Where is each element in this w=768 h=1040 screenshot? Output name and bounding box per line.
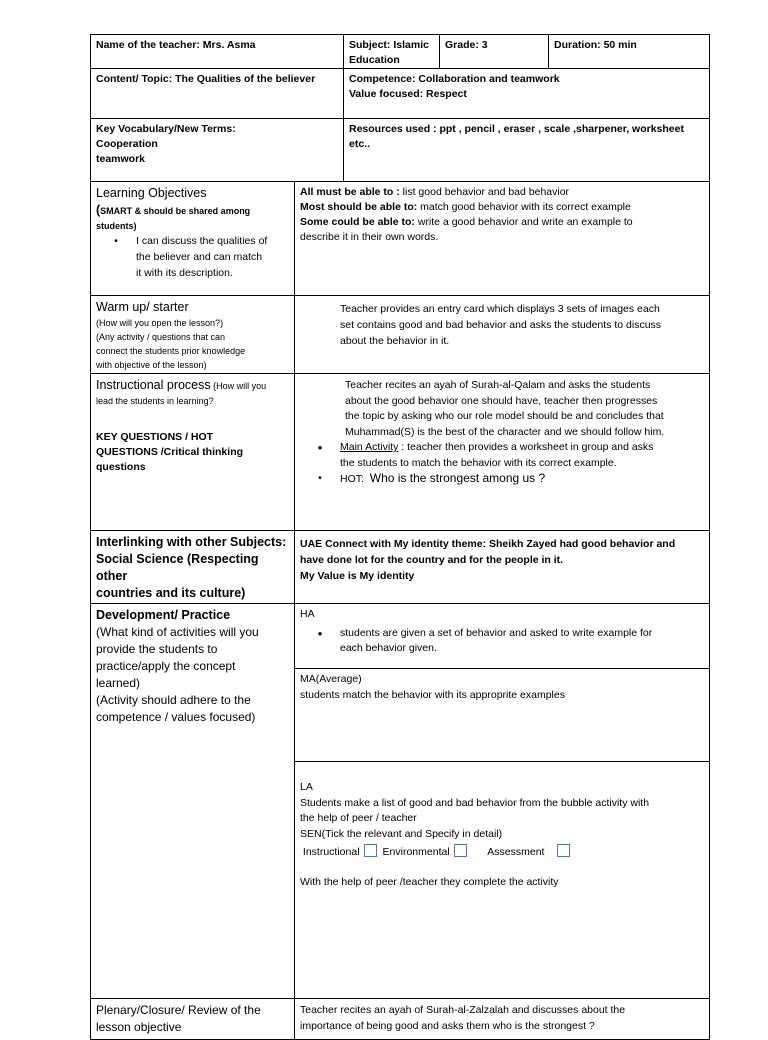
interlinking-row xyxy=(90,530,710,604)
warmup-text: set contains good and bad behavior and asks the students to discuss xyxy=(340,319,662,331)
warmup-row xyxy=(90,295,710,374)
instructional-checkbox[interactable] xyxy=(364,844,377,857)
value-focused: Value focused: Respect xyxy=(349,88,467,100)
main-activity-text: : teacher then provides a worksheet in group and asks xyxy=(398,441,654,453)
sen-label: SEN(Tick the relevant and Specify in detail) xyxy=(300,827,503,840)
plenary-detail-cell xyxy=(294,998,710,1040)
development-desc: (What kind of activities will you xyxy=(96,625,259,639)
duration: Duration: 50 min xyxy=(548,34,710,69)
content-row xyxy=(90,68,710,119)
objective-line: I can discuss the qualities of xyxy=(136,235,268,247)
key-vocabulary xyxy=(90,118,344,182)
plenary-text: Teacher recites an ayah of Surah-al-Zalzalah and discusses about the xyxy=(300,1004,626,1016)
sen-option-label: Environmental xyxy=(382,846,450,858)
hot-bullet: • xyxy=(318,472,322,484)
interlinking-line: Social Science (Respecting other xyxy=(96,552,259,583)
all-label: All must be able to : xyxy=(300,186,400,198)
instruction-text: about the good behavior one should have, teacher then progresses xyxy=(345,394,658,407)
la-footer: With the help of peer /teacher they complete the activity xyxy=(300,875,559,888)
some-label: Some could be able to: xyxy=(300,216,415,228)
sen-option-label: Instructional xyxy=(302,846,360,858)
objective-bullet: • xyxy=(114,235,118,247)
warmup-q2: with objective of the lesson) xyxy=(96,360,207,370)
la-text-2: the help of peer / teacher xyxy=(300,812,417,824)
sen-option-label: Assessment xyxy=(487,846,545,858)
la-label: LA xyxy=(300,781,313,793)
development-desc: (Activity should adhere to the xyxy=(96,693,251,707)
assessment-checkbox[interactable] xyxy=(557,844,570,857)
main-activity-label: Main Activity xyxy=(340,441,399,453)
resources-line-1: Resources used : ppt , pencil , eraser , scale ,sharpener, worksheet xyxy=(349,123,684,135)
objectives-smart-2: students) xyxy=(96,221,137,231)
plenary-label-cell xyxy=(90,998,295,1040)
vocab-term: Cooperation xyxy=(96,138,158,150)
hot-question: Who is the strongest among us ? xyxy=(369,471,546,485)
interlinking-line: Interlinking with other Subjects: xyxy=(96,535,287,549)
subject-line-2: Education xyxy=(349,54,400,66)
warmup-label-cell xyxy=(90,295,295,374)
plenary-title: lesson objective xyxy=(96,1019,182,1034)
objective-line: it with its description. xyxy=(136,267,233,279)
ma-label: MA(Average) xyxy=(300,673,362,685)
sen-options xyxy=(300,844,704,861)
instruction-q-a: (How will you xyxy=(210,381,267,391)
warmup-text: Teacher provides an entry card which displays 3 sets of images each xyxy=(340,303,660,315)
instruction-detail-cell xyxy=(294,373,710,531)
header-row xyxy=(90,34,710,69)
development-desc: learned) xyxy=(96,676,141,690)
instruction-text: Teacher recites an ayah of Surah-al-Qalam and asks the students xyxy=(345,379,651,391)
plenary-title: Plenary/Closure/ Review of the xyxy=(96,1003,261,1017)
ma-cell xyxy=(294,668,710,762)
main-activity-bullet: ● xyxy=(317,443,323,452)
subject-cell xyxy=(343,34,440,69)
instruction-q-b: lead the students in learning? xyxy=(96,396,214,406)
competence: Competence: Collaboration and teamwork xyxy=(349,73,560,85)
plenary-text: importance of being good and asks them who is the strongest ? xyxy=(300,1020,595,1032)
development-label-cell xyxy=(90,603,295,999)
instruction-row xyxy=(90,373,710,531)
hot-label: HOT: xyxy=(340,473,364,485)
instruction-title: Instructional process xyxy=(96,378,211,392)
some-text-2: describe it in their own words. xyxy=(300,231,439,243)
warmup-q2: connect the students prior knowledge xyxy=(96,346,246,356)
ha-text-2: each behavior given. xyxy=(340,642,437,654)
content-topic: Content/ Topic: The Qualities of the believer xyxy=(90,68,344,119)
uae-connect-cell xyxy=(294,530,710,604)
key-questions: questions xyxy=(96,461,146,473)
environmental-checkbox[interactable] xyxy=(454,844,467,857)
development-desc: provide the students to xyxy=(96,642,218,656)
key-questions: KEY QUESTIONS / HOT xyxy=(96,431,214,443)
objectives-detail-cell xyxy=(294,181,710,296)
warmup-q1: (How will you open the lesson?) xyxy=(96,318,224,328)
objectives-smart: SMART & should be shared among xyxy=(100,206,251,216)
objectives-row xyxy=(90,181,710,296)
uae-line: UAE Connect with My identity theme: Sheikh Zayed had good behavior and xyxy=(300,538,676,550)
objective-line: the believer and can match xyxy=(136,251,263,263)
development-title: Development/ Practice xyxy=(96,608,231,622)
warmup-q2: (Any activity / questions that can xyxy=(96,332,226,342)
instruction-text: Muhammad(S) is the best of the character and we should follow him. xyxy=(345,425,665,438)
warmup-detail-cell xyxy=(294,295,710,374)
development-desc: practice/apply the concept xyxy=(96,659,236,673)
warmup-title: Warm up/ starter xyxy=(96,300,189,314)
vocab-row xyxy=(90,118,710,182)
ha-text: students are given a set of behavior and asked to write example for xyxy=(340,626,653,639)
vocab-label: Key Vocabulary/New Terms: xyxy=(96,123,236,135)
la-text: Students make a list of good and bad behavior from the bubble activity with xyxy=(300,796,650,809)
instruction-label-cell xyxy=(90,373,295,531)
subject-line-1: Subject: Islamic xyxy=(349,39,429,51)
teacher-name: Name of the teacher: Mrs. Asma xyxy=(90,34,344,69)
objectives-label-cell xyxy=(90,181,295,296)
warmup-text: about the behavior in it. xyxy=(340,335,450,347)
instruction-text: the topic by asking who our role model should be and concludes that xyxy=(345,410,664,422)
uae-line: My Value is My identity xyxy=(300,570,415,582)
interlinking-line: countries and its culture) xyxy=(96,586,246,600)
objectives-title: Learning Objectives xyxy=(96,186,207,200)
interlinking-label-cell xyxy=(90,530,295,604)
grade: Grade: 3 xyxy=(439,34,549,69)
development-desc: competence / values focused) xyxy=(96,710,256,724)
most-label: Most should be able to: xyxy=(300,201,418,213)
all-text: list good behavior and bad behavior xyxy=(399,186,570,198)
main-activity-text-2: the students to match the behavior with its correct example. xyxy=(340,456,617,469)
development-row xyxy=(90,603,710,999)
la-cell xyxy=(294,761,710,999)
ha-label: HA xyxy=(300,608,315,620)
resources xyxy=(343,118,710,182)
some-text: write a good behavior and write an example to xyxy=(414,216,633,228)
ha-cell xyxy=(294,603,710,669)
competence-cell xyxy=(343,68,710,119)
plenary-row xyxy=(90,998,710,1040)
objectives-paren: ( xyxy=(96,203,101,217)
ha-bullet: ● xyxy=(317,628,323,638)
most-text: match good behavior with its correct example xyxy=(417,201,631,213)
vocab-term: teamwork xyxy=(96,153,146,165)
key-questions: QUESTIONS /Critical thinking xyxy=(96,446,244,458)
resources-line-2: etc.. xyxy=(349,138,371,150)
uae-line: have done lot for the country and for the people in it. xyxy=(300,554,564,566)
ma-text: students match the behavior with its approprite examples xyxy=(300,688,565,701)
